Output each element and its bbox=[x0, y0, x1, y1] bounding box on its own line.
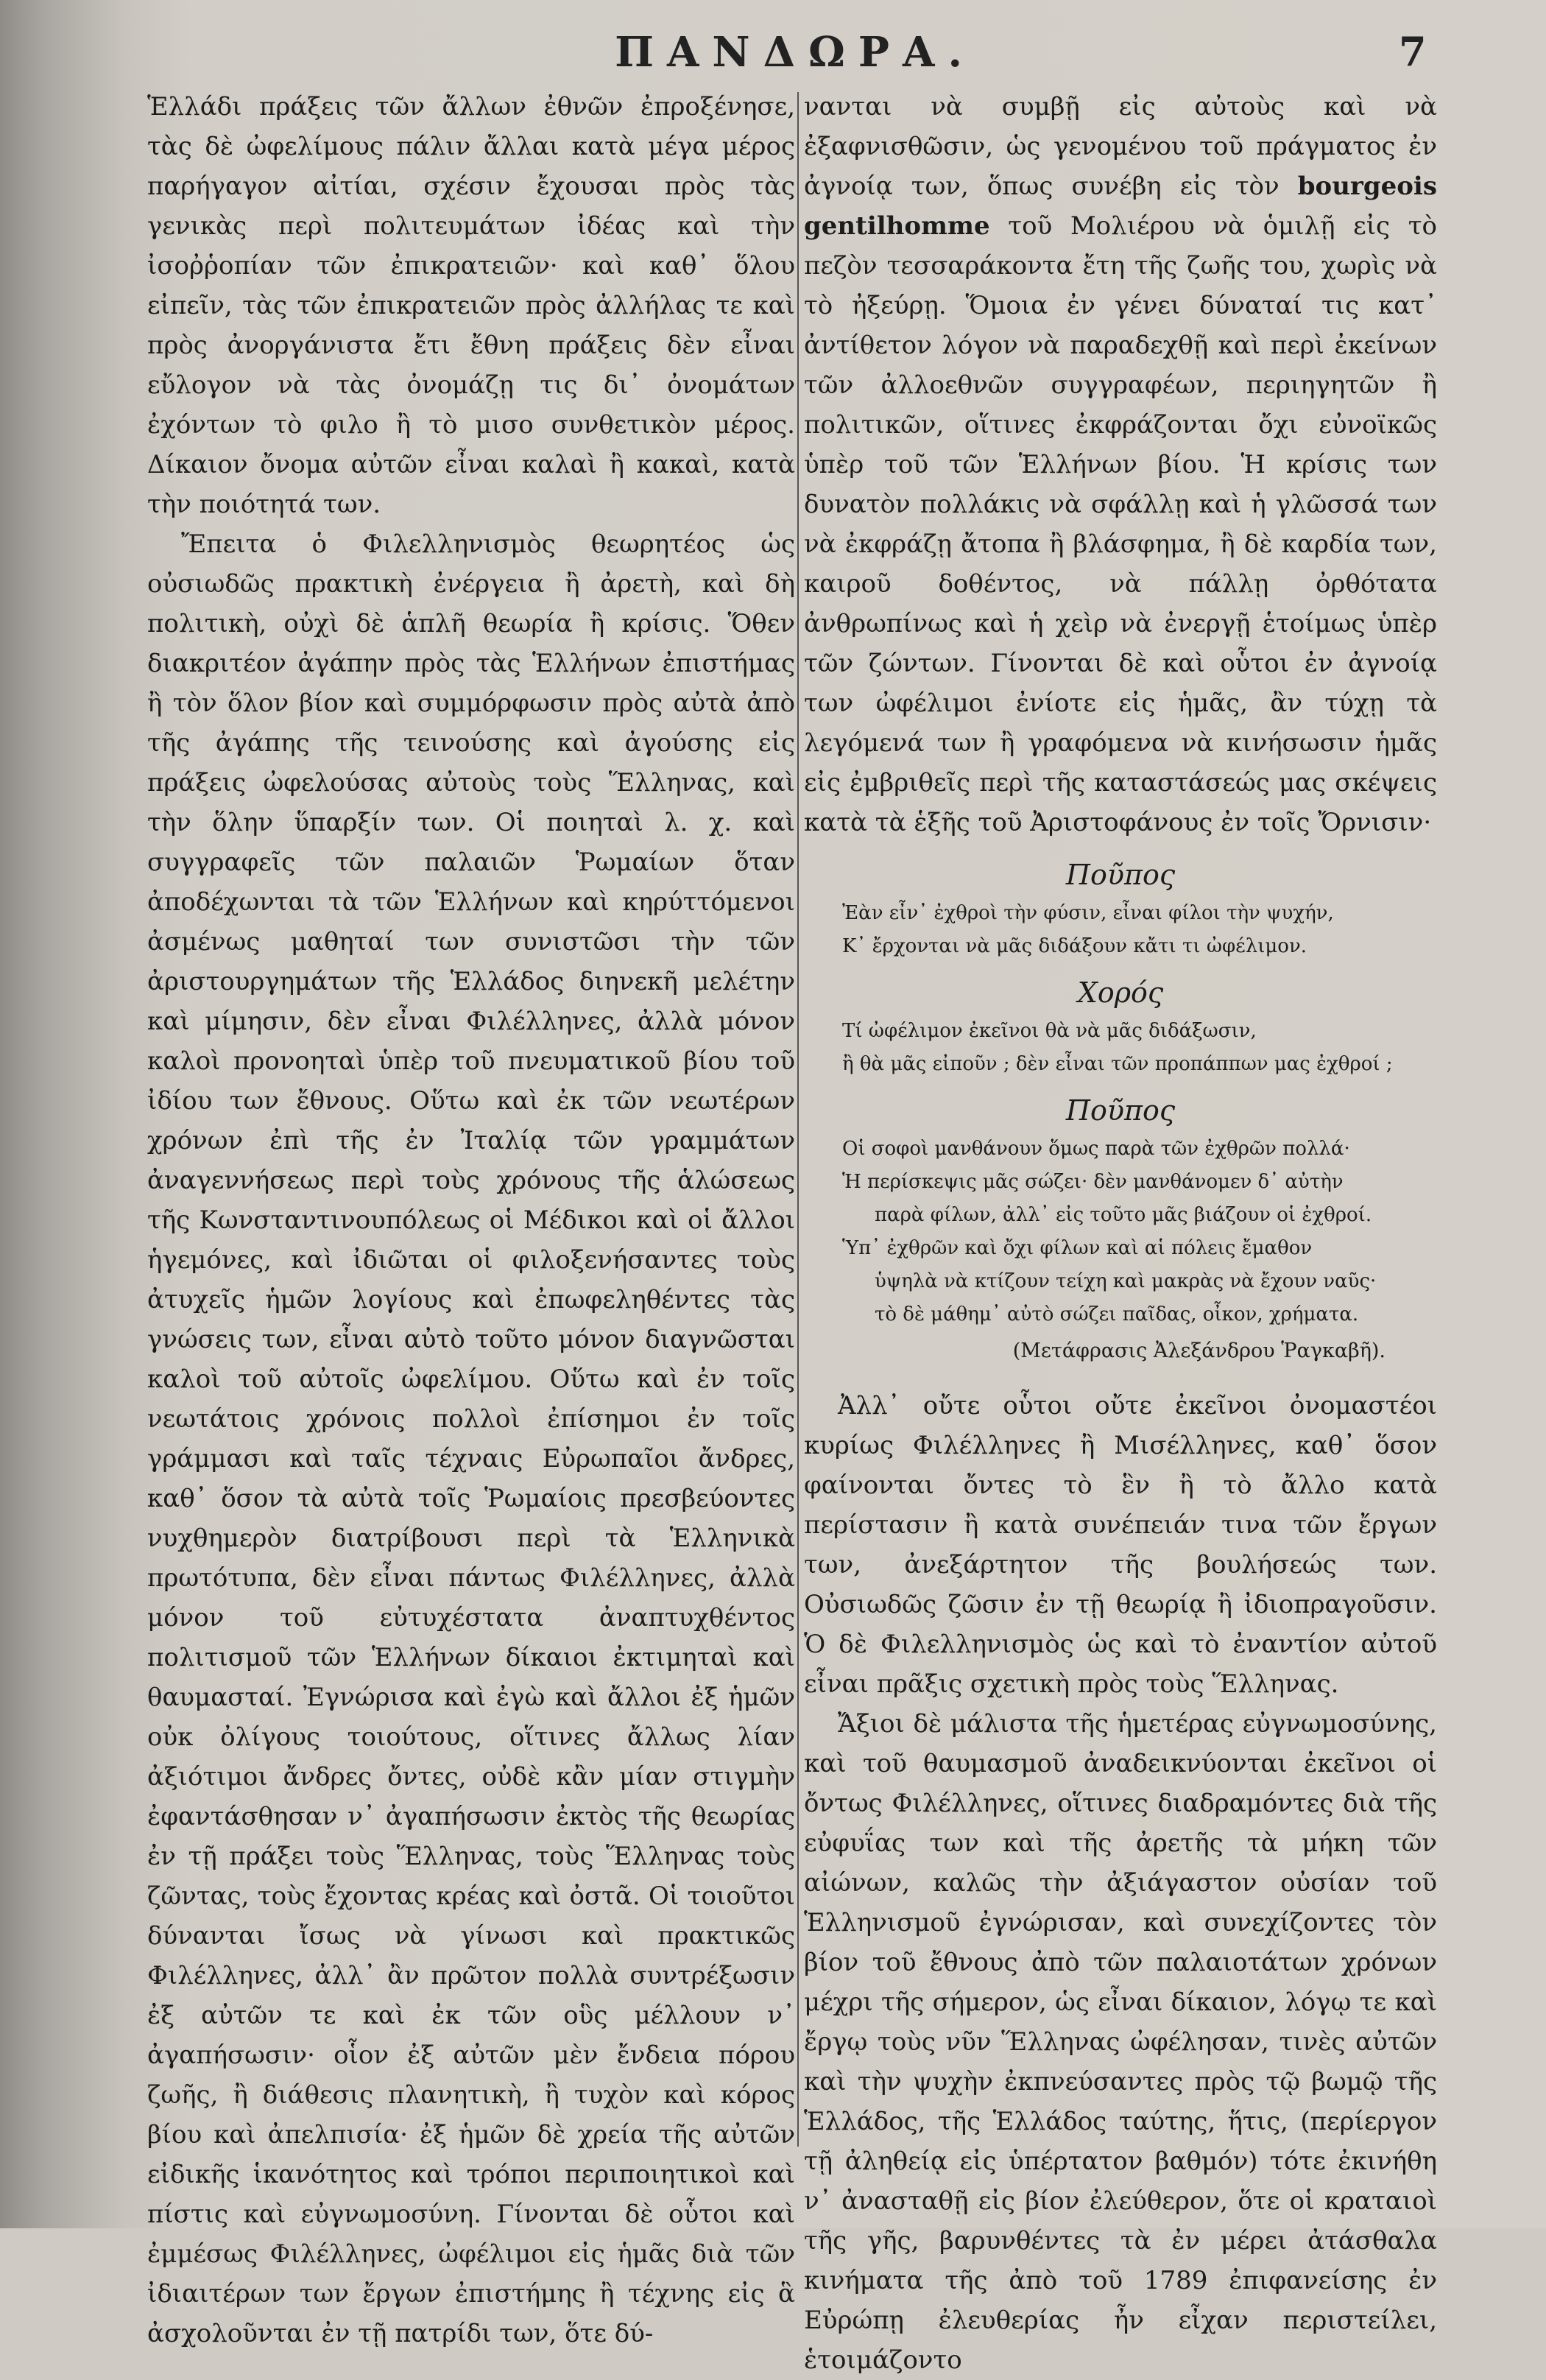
column-divider bbox=[797, 92, 799, 2147]
verse-line: ὑψηλὰ νὰ κτίζουν τείχη καὶ μακρὰς νὰ ἔχουν ναῦς· bbox=[875, 1270, 1377, 1292]
running-title: ΠΑΝΔΩΡΑ. bbox=[615, 28, 975, 77]
verse-line: Ἐὰν εἶν᾽ ἐχθροὶ τὴν φύσιν, εἶναι φίλοι τὴν ψυχήν, bbox=[842, 902, 1334, 924]
page-number: 7 bbox=[1399, 28, 1427, 75]
right-column bbox=[804, 87, 1437, 2380]
paragraph-text: τοῦ Μολιέρου νὰ ὁμιλῇ εἰς τὸ πεζὸν τεσσαράκοντα ἔτη τῆς ζωῆς του, χωρὶς νὰ τὸ ἠξεύρῃ. Ὅμοια ἐν γένει δύναταί τις κατ᾽ ἀντίθετον λόγον νὰ παραδεχθῇ καὶ περὶ ἐκείνων τῶν ἀλλοεθνῶν συγγραφέων, περιηγητῶν ἢ πολιτικῶν, οἵτινες ἐκφράζονται ὄχι εὐνοϊκῶς ὑπὲρ τοῦ τῶν Ἑλλήνων βίου. Ἡ κρίσις των δυνατὸν πολλάκις νὰ σφάλλῃ καὶ ἡ γλῶσσά των νὰ ἐκφράζῃ ἄτοπα ἢ βλάσφημα, ἢ δὲ καρδία των, καιροῦ δοθέντος, νὰ πάλλῃ ὀρθότατα ἀνθρωπίνως καὶ ἡ χεὶρ νὰ ἐνεργῇ ἑτοίμως ὑπὲρ τῶν ζώντων. Γίνονται δὲ καὶ οὗτοι ἐν ἀγνοίᾳ των ὠφέλιμοι ἐνίοτε εἰς ἡμᾶς, ἂν τύχῃ τὰ λεγόμενά των ἢ γραφόμενα νὰ κινήσωσιν ἡμᾶς εἰς ἐμβριθεῖς περὶ τῆς καταστάσεώς μας σκέψεις κατὰ τὰ ἑξῆς τοῦ Ἀριστοφάνους ἐν τοῖς Ὄρνισιν· bbox=[804, 211, 1437, 837]
verse-line: Ὑπ᾽ ἐχθρῶν καὶ ὄχι φίλων καὶ αἱ πόλεις ἔμαθον bbox=[842, 1237, 1313, 1259]
verse-line: Κ᾽ ἔρχονται νὰ μᾶς διδάξουν κἄτι τι ὠφέλιμον. bbox=[842, 935, 1307, 957]
verse-line: ἢ θὰ μᾶς εἰποῦν ; δὲν εἶναι τῶν προπάππων μας ἐχθροί ; bbox=[842, 1053, 1393, 1075]
paragraph bbox=[804, 87, 1437, 842]
paragraph: Ἄξιοι δὲ μάλιστα τῆς ἡμετέρας εὐγνωμοσύνης, καὶ τοῦ θαυμασμοῦ ἀναδεικνύονται ἐκεῖνοι οἱ ὄντως Φιλέλληνες, οἵτινες διαδραμόντες διὰ τῆς εὐφυΐας των καὶ τῆς ἀρετῆς τὰ μήκη τῶν αἰώνων, καλῶς τὴν ἀξιάγαστον οὐσίαν τοῦ Ἑλληνισμοῦ ἐγνώρισαν, καὶ συνεχίζοντες τὸν βίον τοῦ ἔθνους ἀπὸ τῶν παλαιοτάτων χρόνων μέχρι τῆς σήμερον, ὡς εἶναι δίκαιον, λόγῳ τε καὶ ἔργῳ τοὺς νῦν Ἕλληνας ὠφέλησαν, τινὲς αὐτῶν καὶ τὴν ψυχὴν ἐκπνεύσαντες πρὸς τῷ βωμῷ τῆς Ἑλλάδος, τῆς Ἑλλάδος ταύτης, ἥτις, (περίεργον τῇ ἀληθείᾳ εἰς ὑπέρτατον βαθμόν) τότε ἐκινήθη ν᾽ ἀνασταθῇ εἰς βίον ἐλεύθερον, ὅτε οἱ κραταιοὶ τῆς γῆς, βαρυνθέντες τὰ ἐν μέρει ἀτάσθαλα κινήματα τῆς ἀπὸ τοῦ 1789 ἐπιφανείσης ἐν Εὐρώπῃ ἐλευθερίας ἦν εἶχαν περιστείλει, ἑτοιμάζοντο bbox=[804, 1709, 1437, 2375]
page-header bbox=[0, 28, 1546, 80]
verse-line: τὸ δὲ μάθημ᾽ αὐτὸ σώζει παῖδας, οἶκον, χρήματα. bbox=[875, 1303, 1359, 1325]
paragraph-text: νανται νὰ συμβῇ εἰς αὐτοὺς καὶ νὰ ἐξαφνισθῶσιν, ὡς γενομένου τοῦ πράγματος ἐν ἀγνοίᾳ των, ὅπως συνέβη εἰς τὸν bbox=[804, 92, 1437, 201]
verse-quotation bbox=[804, 856, 1437, 1368]
verse-line: Τί ὠφέλιμον ἐκεῖνοι θὰ νὰ μᾶς διδάξωσιν, bbox=[842, 1020, 1257, 1042]
left-column bbox=[147, 87, 795, 2353]
paragraph: Ἑλλάδι πράξεις τῶν ἄλλων ἐθνῶν ἐπροξένησε, τὰς δὲ ὠφελίμους πάλιν ἄλλαι κατὰ μέγα μέρος παρήγαγον αἰτίαι, σχέσιν ἔχουσαι πρὸς τὰς γενικὰς περὶ πολιτευμάτων ἰδέας καὶ τὴν ἰσοῤῥοπίαν τῶν ἐπικρατειῶν· καὶ καθ᾽ ὅλου εἰπεῖν, τὰς τῶν ἐπικρατειῶν πρὸς ἀλλήλας τε καὶ πρὸς ἀνοργάνιστα ἔτι ἔθνη πράξεις δὲν εἶναι εὔλογον νὰ τὰς ὀνομάζῃ τις δι᾽ ὀνομάτων ἐχόντων τὸ φιλο ἢ τὸ μισο συνθετικὸν μέρος. Δίκαιον ὄνομα αὐτῶν εἶναι καλαὶ ἢ κακαὶ, κατὰ τὴν ποιότητά των. bbox=[147, 92, 795, 519]
paragraph: Ἀλλ᾽ οὔτε οὗτοι οὔτε ἐκεῖνοι ὀνομαστέοι κυρίως Φιλέλληνες ἢ Μισέλληνες, καθ᾽ ὅσον φαίνονται ὄντες τὸ ἓν ἢ τὸ ἄλλο κατὰ περίστασιν ἢ κατὰ συνέπειάν τινα τῶν ἔργων των, ἀνεξάρτητον τῆς βουλήσεώς των. Οὐσιωδῶς ζῶσιν ἐν τῇ θεωρίᾳ ἢ ἰδιοπραγοῦσιν. Ὁ δὲ Φιλελληνισμὸς ὡς καὶ τὸ ἐναντίον αὐτοῦ εἶναι πρᾶξις σχετικὴ πρὸς τοὺς Ἕλληνας. bbox=[804, 1391, 1437, 1699]
speaker-name: Ποῦπος bbox=[1065, 1094, 1176, 1127]
verse-line: Οἱ σοφοὶ μανθάνουν ὅμως παρὰ τῶν ἐχθρῶν πολλά· bbox=[842, 1138, 1350, 1160]
foreign-phrase: bourgeois gentilhomme bbox=[804, 172, 1437, 241]
verse-line: παρὰ φίλων, ἀλλ᾽ εἰς τοῦτο μᾶς βιάζουν οἱ ἐχθροί. bbox=[875, 1204, 1372, 1226]
translation-attribution: (Μετάφρασις Ἀλεξάνδρου Ῥαγκαβῆ). bbox=[1012, 1339, 1386, 1362]
speaker-name: Ποῦπος bbox=[1065, 859, 1176, 891]
paragraph: Ἔπειτα ὁ Φιλελληνισμὸς θεωρητέος ὡς οὐσιωδῶς πρακτικὴ ἐνέργεια ἢ ἀρετὴ, καὶ δὴ πολιτικὴ, οὐχὶ δὲ ἁπλῆ θεωρία ἢ κρίσις. Ὅθεν διακριτέον ἀγάπην πρὸς τὰς Ἑλλήνων ἐπιστήμας ἢ τὸν ὅλον βίον καὶ συμμόρφωσιν πρὸς αὐτὰ ἀπὸ τῆς ἀγάπης τῆς τεινούσης καὶ ἀγούσης εἰς πράξεις ὠφελούσας αὐτοὺς τοὺς Ἕλληνας, καὶ τὴν ὅλην ὕπαρξίν των. Οἱ ποιηταὶ λ. χ. καὶ συγγραφεῖς τῶν παλαιῶν Ῥωμαίων ὅταν ἀποδέχωνται τὰ τῶν Ἑλλήνων καὶ κηρύττόμενοι ἀσμένως μαθηταί των συνιστῶσι τὴν τῶν ἀριστουργημάτων τῆς Ἑλλάδος διηνεκῆ μελέτην καὶ μίμησιν, δὲν εἶναι Φιλέλληνες, ἀλλὰ μόνον καλοὶ προνοηταὶ ὑπὲρ τοῦ πνευματικοῦ βίου τοῦ ἰδίου των ἔθνους. Οὕτω καὶ ἐκ τῶν νεωτέρων χρόνων ἐπὶ τῆς ἐν Ἰταλίᾳ τῶν γραμμάτων ἀναγεννήσεως περὶ τοὺς χρόνους τῆς ἁλώσεως τῆς Κωνσταντινουπόλεως οἱ Μέδικοι καὶ οἱ ἄλλοι ἡγεμόνες, καὶ ἰδιῶται οἱ φιλοξενήσαντες τοὺς ἀτυχεῖς ἡμῶν λογίους καὶ ἐπωφεληθέντες τὰς γνώσεις των, εἶναι αὐτὸ τοῦτο μόνον διαγνῶσται καλοὶ τοῦ αὐτοῖς ὠφελίμου. Οὕτω καὶ ἐν τοῖς νεωτάτοις χρόνοις πολλοὶ ἐπίσημοι ἐν τοῖς γράμμασι καὶ ταῖς τέχναις Εὐρωπαῖοι ἄνδρες, καθ᾽ ὅσον τὰ αὐτὰ τοῖς Ῥωμαίοις πρεσβεύοντες νυχθημερὸν διατρίβουσι περὶ τὰ Ἑλληνικὰ πρωτότυπα, δὲν εἶναι πάντως Φιλέλληνες, ἀλλὰ μόνον τοῦ εὐτυχέστατα ἀναπτυχθέντος πολιτισμοῦ τῶν Ἑλλήνων δίκαιοι ἐκτιμηταὶ καὶ θαυμασταί. Ἐγνώρισα καὶ ἐγὼ καὶ ἄλλοι ἐξ ἡμῶν οὐκ ὀλίγους τοιούτους, οἵτινες ἄλλως λίαν ἀξιότιμοι ἄνδρες ὄντες, οὐδὲ κἂν μίαν στιγμὴν ἐφαντάσθησαν ν᾽ ἀγαπήσωσιν ἐκτὸς τῆς θεωρίας ἐν τῇ πράξει τοὺς Ἕλληνας, τοὺς Ἕλληνας τοὺς ζῶντας, τοὺς ἔχοντας κρέας καὶ ὀστᾶ. Οἱ τοιοῦτοι δύνανται ἴσως νὰ γίνωσι καὶ πρακτικῶς Φιλέλληνες, ἀλλ᾽ ἂν πρῶτον πολλὰ συντρέξωσιν ἐξ αὐτῶν τε καὶ ἐκ τῶν οὓς μέλλουν ν᾽ ἀγαπήσωσιν· οἷον ἐξ αὐτῶν μὲν ἔνδεια πόρου ζωῆς, ἢ διάθεσις πλανητικὴ, ἢ τυχὸν καὶ κόρος βίου καὶ ἀπελπισία· ἐξ ἡμῶν δὲ χρεία τῆς αὐτῶν εἰδικῆς ἱκανότητος καὶ τρόποι περιποιητικοὶ καὶ πίστις καὶ εὐγνωμοσύνη. Γίνονται δὲ οὗτοι καὶ ἐμμέσως Φιλέλληνες, ὠφέλιμοι εἰς ἡμᾶς διὰ τῶν ἰδιαιτέρων των ἔργων ἐπιστήμης ἢ τέχνης εἰς ἃ ἀσχολοῦνται ἐν τῇ πατρίδι των, ὅτε δύ- bbox=[147, 529, 795, 2348]
speaker-name: Χορός bbox=[1077, 976, 1164, 1009]
verse-line: Ἡ περίσκεψις μᾶς σώζει· δὲν μανθάνομεν δ᾽ αὐτὴν bbox=[842, 1171, 1344, 1193]
